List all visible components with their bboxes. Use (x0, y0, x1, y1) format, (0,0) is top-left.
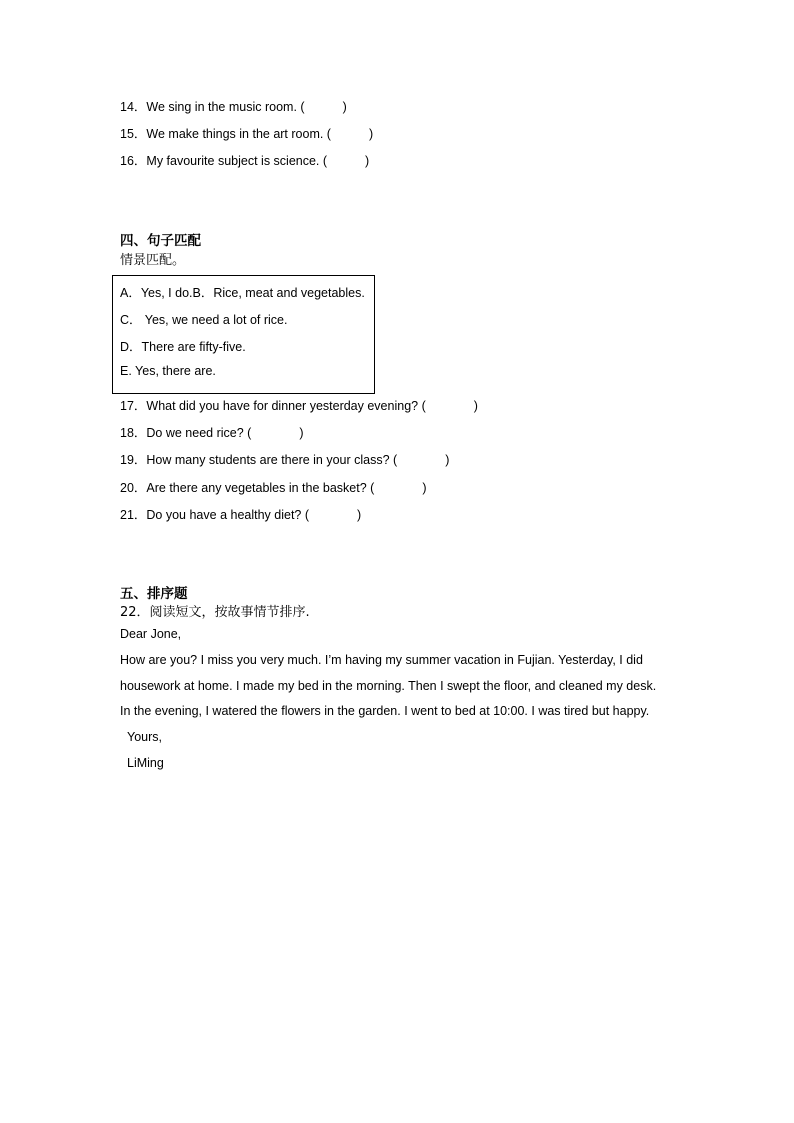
section-5-heading: 五、排序题 (120, 586, 188, 602)
question-text: We make things in the art room. ( (146, 127, 331, 141)
question-number: 21． (120, 508, 147, 522)
bracket-close: ) (357, 508, 362, 522)
question-text: Do we need rice? ( (146, 426, 252, 440)
bracket-close: ) (445, 453, 450, 467)
question-number: 18． (120, 426, 147, 440)
section-4-instruction: 情景匹配。 (120, 253, 186, 268)
bracket-close: ) (368, 127, 374, 141)
question-16 (120, 151, 369, 169)
question-text: My favourite subject is science. ( (146, 154, 328, 168)
question-number: 20． (120, 481, 147, 495)
options-box (112, 275, 375, 394)
question-text: How many students are there in your class? ( (146, 453, 398, 467)
question-20 (120, 478, 427, 496)
letter-signature: LiMing (127, 756, 164, 770)
bracket-close: ) (422, 481, 427, 495)
question-number: 16． (120, 154, 147, 168)
bracket-close: ) (365, 154, 370, 168)
question-number: 14． (120, 100, 147, 114)
question-22: 22．阅读短文，按故事情节排序. (120, 605, 310, 620)
question-number: 17． (120, 399, 147, 413)
bracket-close: ) (473, 399, 478, 413)
section-4-heading: 四、句子匹配 (120, 233, 201, 249)
question-18 (120, 423, 304, 441)
letter-closing: Yours, (127, 730, 162, 744)
question-text: Are there any vegetables in the basket? ( (146, 481, 375, 495)
letter-line-1: How are you? I miss you very much. I’m having my summer vacation in Fujian. Yesterday, I did (120, 653, 643, 667)
question-17 (120, 396, 478, 414)
question-21 (120, 505, 361, 523)
option-e: E. Yes, there are. (120, 364, 216, 378)
question-number: 19． (120, 453, 147, 467)
option-c: C． Yes, we need a lot of rice. (120, 313, 288, 327)
question-text: We sing in the music room. ( (146, 100, 305, 114)
option-d: D．There are fifty-five. (120, 340, 246, 354)
question-14 (120, 97, 347, 115)
letter-line-3: In the evening, I watered the flowers in the garden. I went to bed at 10:00. I was tired but happy. (120, 704, 650, 718)
letter-greeting: Dear Jone, (120, 627, 182, 641)
question-19 (120, 450, 449, 468)
letter-line-2: housework at home. I made my bed in the morning. Then I swept the floor, and cleaned my desk. (120, 679, 657, 693)
question-text: Do you have a healthy diet? ( (146, 508, 310, 522)
question-number: 15． (120, 127, 147, 141)
bracket-close: ) (342, 100, 347, 114)
bracket-close: ) (299, 426, 304, 440)
question-text: What did you have for dinner yesterday evening? ( (146, 399, 426, 413)
option-a-b: A．Yes, I do.B．Rice, meat and vegetables. (120, 286, 365, 300)
question-15 (120, 124, 373, 142)
